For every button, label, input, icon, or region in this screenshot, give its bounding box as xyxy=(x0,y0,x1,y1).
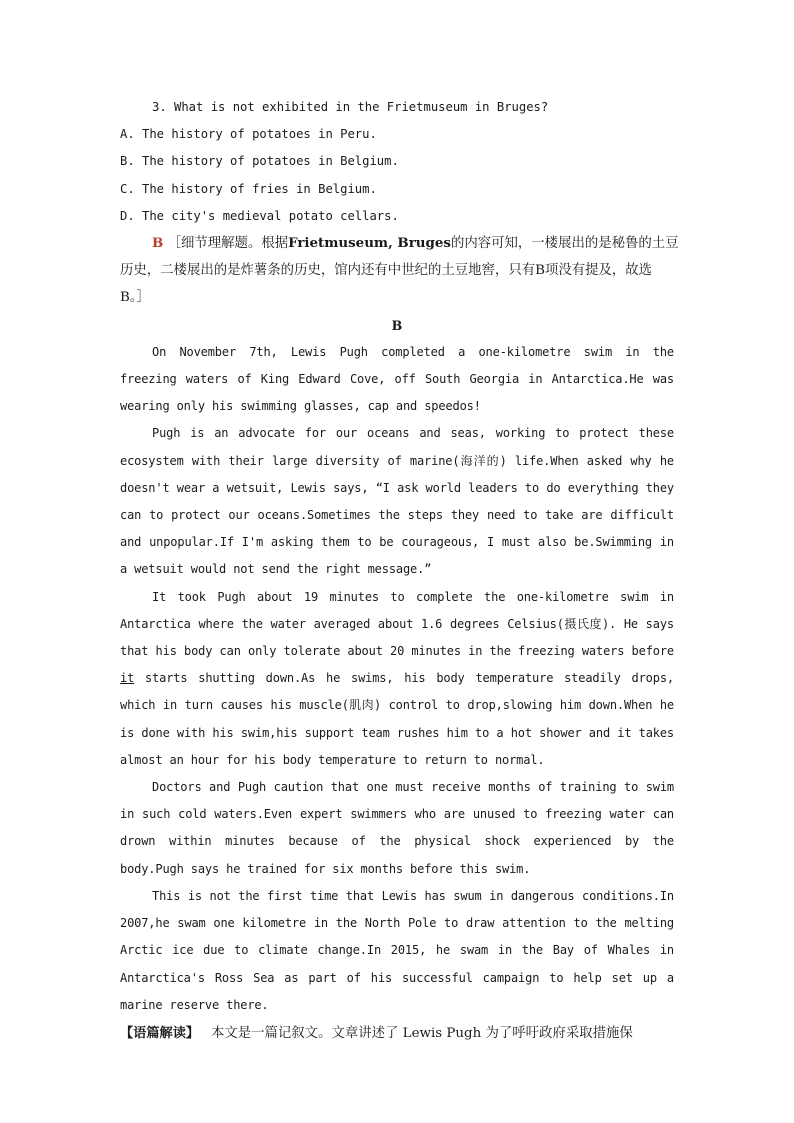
answer-post: 的内容可知，一楼展出的是秘鲁的土豆 xyxy=(450,236,679,252)
answer-line-1 xyxy=(120,230,679,257)
option-d: D. The city's medieval potato cellars. xyxy=(120,208,399,223)
passage-paragraph-5 xyxy=(120,883,674,1019)
question-stem: 3. What is not exhibited in the Frietmuseum in Bruges? xyxy=(152,100,549,114)
page-content xyxy=(120,94,679,1047)
option-b: B. The history of potatoes in Belgium. xyxy=(120,154,399,169)
passage-paragraph-2 xyxy=(120,420,674,583)
paragraph-3-text-b: starts shutting down.As he swims, his body temperature steadily drops, which in turn causes his muscle(肌肉) control to drop,slowing him down.When he is done with his swim,his support team rushes him to a hot shower and it takes almost an hour for his body temperature to return to normal. xyxy=(120,671,674,767)
answer-pre: ［细节理解题。根据 xyxy=(167,236,289,252)
summary-text: 本文是一篇记叙文。文章讲述了 Lewis Pugh 为了呼吁政府采取措施保 xyxy=(210,1025,633,1041)
paragraph-2-text: Pugh is an advocate for our oceans and seas, working to protect these ecosystem with their large diversity of marine(海洋的) life.When asked why he doesn't wear a wetsuit, Lewis says, “I ask world leaders to do everything they can to protect our oceans.Sometimes the steps they need to take are difficult and unpopular.If I'm asking them to be courageous, I must also be.Swimming in a wetsuit would not send the right message.” xyxy=(120,426,674,577)
answer-line-3: B。］ xyxy=(120,290,150,306)
paragraph-1-text: On November 7th, Lewis Pugh completed a one-kilometre swim in the freezing waters of King Edward Cove, off South Georgia in Antarctica.He was wearing only his swimming glasses, cap and speedos! xyxy=(120,344,674,414)
summary-line xyxy=(120,1019,674,1047)
section-heading: B xyxy=(391,317,403,333)
answer-bold-term: Frietmuseum, Bruges xyxy=(288,235,451,252)
summary-label: 【语篇解读】 xyxy=(120,1025,200,1041)
paragraph-4-text: Doctors and Pugh caution that one must receive months of training to swim in such cold waters.Even expert swimmers who are unused to freezing water can drown within minutes because of the physical shock experienced by the body.Pugh says he trained for six months before this swim. xyxy=(120,780,674,876)
passage-paragraph-4 xyxy=(120,774,674,883)
passage-paragraph-1 xyxy=(120,339,674,421)
option-c: C. The history of fries in Belgium. xyxy=(120,181,377,196)
answer-line-2: 历史，二楼展出的是炸薯条的历史，馆内还有中世纪的土豆地窖，只有B项没有提及，故选 xyxy=(120,263,653,279)
paragraph-5-text: This is not the first time that Lewis has swum in dangerous conditions.In 2007,he swam one kilometre in the North Pole to draw attention to the melting Arctic ice due to climate change.In 2015, he swam in the Bay of Whales in Antarctica's Ross Sea as part of his successful campaign to help set up a marine reserve there. xyxy=(120,888,674,1012)
underlined-word: it xyxy=(120,671,135,686)
paragraph-3-text-a: It took Pugh about 19 minutes to complete the one-kilometre swim in Antarctica where the water averaged about 1.6 degrees Celsius(摄氏度). He says that his body can only tolerate about 20 minutes in the freezing waters before xyxy=(120,589,674,659)
answer-explanation xyxy=(120,230,679,312)
option-a: A. The history of potatoes in Peru. xyxy=(120,127,377,142)
passage-paragraph-3 xyxy=(120,584,674,774)
answer-letter: B xyxy=(152,235,164,252)
